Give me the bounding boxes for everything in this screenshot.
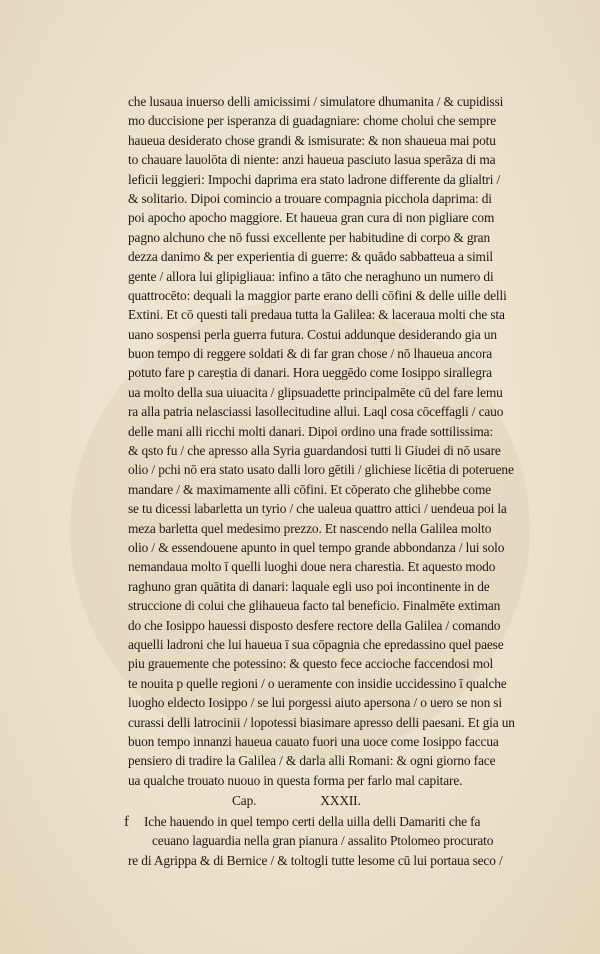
chapter-number: XXXII. — [320, 793, 361, 809]
text-line: meza barletta quel medesimo prezzo. Et nascendo nella Galilea molto — [128, 520, 492, 536]
initial-letter: f — [124, 814, 129, 831]
text-line: piu grauemente che potessino: & questo fece accioche faccendosi mol — [128, 656, 494, 672]
text-line: mandare / & maximamente alli cōfini. Et cōperato che glihebbe come — [128, 481, 492, 497]
text-line: delle mani alli ricchi molti danari. Dipoi ordino una frade sottilissima: — [128, 423, 494, 439]
text-line: olio / pchi nō era stato usato dalli loro gētili / glichiese licētia di poteruene — [128, 462, 514, 478]
text-line: pagno alchuno che nō fussi excellente per habitudine di corpo & gran — [128, 229, 491, 245]
text-line: leficii leggieri: Impochi daprima era stato ladrone differente da glialtri / — [128, 171, 501, 187]
chapter-first-line — [124, 812, 558, 831]
text-line: olio / & essendouene apunto in quel tempo grande abbondanza / lui solo — [128, 539, 505, 555]
text-line: ua molto della sua uiuacita / glipsuadette principalmēte cū del fare lemu — [128, 384, 503, 400]
text-line: raghuno gran quātita di danari: laquale egli uso poi incontinente in de — [128, 578, 490, 594]
text-line: buon tempo di reggere soldati & di far gran chose / nō lhaueua ancora — [128, 346, 493, 362]
text-line: poi apocho apocho maggiore. Et haueua gran cura di non pigliare com — [128, 210, 495, 226]
text-line: se tu dicessi labarletta un tyrio / che ualeua quattro attici / uendeua poi la — [128, 501, 507, 517]
text-line: buon tempo innanzi haueua cauato fuori una uoce come Iosippo faccua — [128, 733, 499, 749]
text-line: che lusaua inuerso delli amicissimi / simulatore dhumanita / & cupidissi — [128, 94, 504, 109]
text-line: to chauare lauolōta di niente: anzi haueua pasciuto lasua sperāza di ma — [128, 152, 496, 168]
text-line: haueua desiderato chose grandi & ismisurate: & non shaueua mai potu — [128, 132, 496, 148]
text-line: struccione di colui che glihaueua facto tal beneficio. Finalmēte extiman — [128, 598, 501, 614]
text-line: potuto fare p careștia di danari. Hora ueggēdo come Iosippo sirallegra — [128, 365, 492, 381]
chapter-label: Cap. — [232, 793, 257, 809]
chapter-body — [124, 812, 558, 870]
text-line: ra alla patria nelasciassi lasollecitudine allui. Laql cosa cōceffagli / cauo — [128, 404, 504, 420]
text-line: pensiero di tradire la Galilea / & darla alli Romani: & ogni giorno face — [128, 753, 496, 769]
text-line: do che Iosippo hauessi disposto desfere rectore della Galilea / comando — [128, 617, 501, 633]
text-line: curassi delli latrocinii / lopotessi biasimare apresso delli paesani. Et gia un — [128, 714, 515, 730]
text-line: ceuano laguardia nella gran pianura / assalito Ptolomeo procurato — [152, 833, 494, 849]
body-text — [128, 92, 558, 790]
text-line: uano sospensi perla guerra futura. Costui addunque desiderando gia un — [128, 326, 497, 342]
text-line: Extini. Et cō questi tali predaua tutta la Galilea: & laceraua molti che sta — [128, 307, 505, 323]
text-line: quattrocēto: dequali la maggior parte erano delli cōfini & delle uille delli — [128, 287, 507, 303]
text-line: gente / allora lui glipigliaua: infino a tāto che neraghuno un numero di — [128, 268, 494, 284]
text-line: dezza danimo & per experientia di guerre: & quādo sabbatteua a simil — [128, 249, 493, 265]
text-line: luogho eldecto Iosippo / se lui porgessi aiuto apersona / o uero se non si — [128, 695, 502, 711]
text-line: re di Agrippa & di Bernice / & toltogli tutte lesome cū lui portaua seco / — [128, 852, 503, 868]
text-block — [124, 92, 558, 870]
text-line: aquelli ladroni che lui haueua ī sua cōpagnia che epredassino quel paese — [128, 636, 504, 652]
text-line: mo duccisione per isperanza di guadagniare: chome cholui che sempre — [128, 113, 497, 129]
text-line: & solitario. Dipoi comincio a trouare compagnia picchola daprima: di — [128, 190, 492, 206]
text-line: & qsto fu / che apresso alla Syria guardandosi tutti li Giudei di nō usare — [128, 443, 501, 459]
chapter-heading — [128, 790, 558, 812]
text-line: nemandaua molto ī quelli luoghi doue nera charestia. Et aquesto modo — [128, 559, 496, 575]
text-line: ua qualche trouato nuouo in questa forma per farlo mal capitare. — [128, 772, 463, 788]
text-line: te nouita p quelle regioni / o ueramente con insidie uccidessino ī qualche — [128, 675, 507, 691]
text-line: Iche hauendo in quel tempo certi della uilla delli Damariti che fa — [144, 814, 481, 830]
